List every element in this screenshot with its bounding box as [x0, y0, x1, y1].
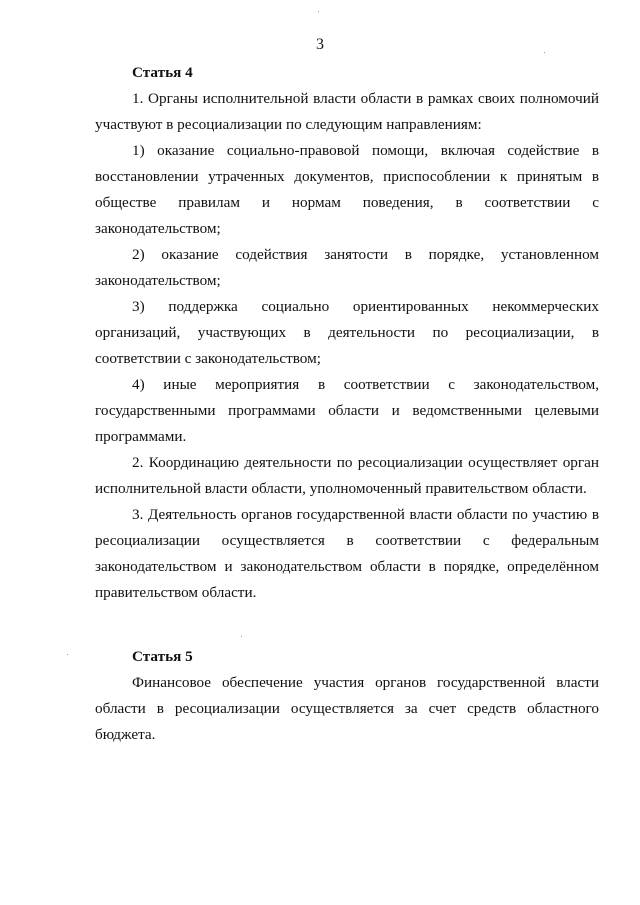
page-number: 3 [316, 36, 324, 53]
scan-speck [318, 11, 319, 12]
article-4-item-4: 4) иные мероприятия в соответствии с законодательством, государственными программами области и ведомственными целевыми программами. [95, 376, 599, 445]
scan-speck [241, 636, 242, 637]
article-4-item-3: 3) поддержка социально ориентированных некоммерческих организаций, участвующих в деятельности по ресоциализации, в соответствии с законодательством; [95, 298, 599, 367]
article-5-paragraph-1: Финансовое обеспечение участия органов государственной власти области в ресоциализации осуществляется за счет средств областного бюджета. [95, 674, 599, 743]
article-4-paragraph-2: 2. Координацию деятельности по ресоциализации осуществляет орган исполнительной власти области, уполномоченный правительством области. [95, 454, 599, 497]
scan-speck [544, 52, 545, 53]
article-5-heading: Статья 5 [132, 648, 193, 665]
article-4-paragraph-1: 1. Органы исполнительной власти области в рамках своих полномочий участвуют в ресоциализации по следующим направлениям: [95, 90, 599, 133]
document-body [95, 60, 599, 748]
article-4-item-1: 1) оказание социально-правовой помощи, включая содействие в восстановлении утраченных документов, приспособлении к принятым в обществе правилам и нормам поведения, в соответствии с законодательством; [95, 142, 599, 237]
article-4-heading: Статья 4 [132, 64, 193, 81]
article-4-item-2: 2) оказание содействия занятости в порядке, установленном законодательством; [95, 246, 599, 289]
article-4-paragraph-3: 3. Деятельность органов государственной власти области по участию в ресоциализации осуществляется в соответствии с федеральным законодательством и законодательством области в порядке, определённом правительством области. [95, 506, 599, 601]
scan-speck [67, 654, 68, 655]
